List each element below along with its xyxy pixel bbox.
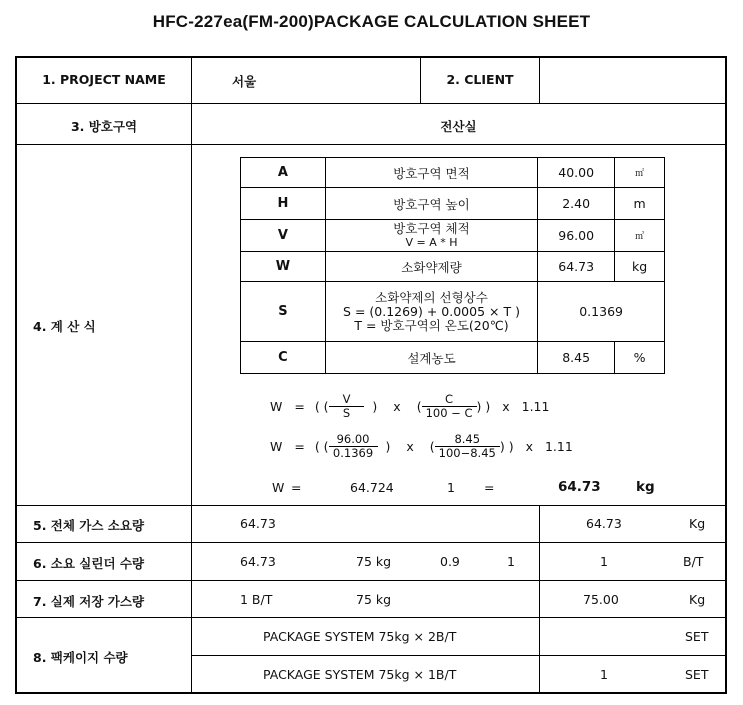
param-unit: kg	[615, 252, 665, 282]
formula-w: W	[270, 439, 283, 454]
param-description-formula: S = (0.1269) + 0.0005 × T )	[343, 303, 520, 319]
param-row-h	[241, 188, 665, 220]
formula-result-equals: =	[484, 480, 495, 495]
param-description-note: T = 방호구역의 온도(20℃)	[354, 317, 509, 333]
total-gas-value: 64.73	[240, 516, 276, 531]
package-unit-2: SET	[685, 667, 709, 682]
fraction-numerator: 96.00	[329, 433, 378, 447]
param-description: 소화약제량	[325, 252, 537, 282]
formula-factor: 1.11	[521, 399, 550, 414]
param-value: 0.1369	[538, 282, 665, 342]
package-label: 8. 팩케이지 수량	[33, 650, 128, 665]
storage-capacity: 75 kg	[356, 592, 392, 607]
param-description: 소화약제의 선형상수	[375, 289, 488, 305]
formula-result-multiplier: 1	[447, 480, 455, 495]
param-value: 2.40	[538, 188, 615, 220]
fraction-volume-over-s	[329, 433, 378, 460]
row-line	[15, 144, 727, 145]
param-row-c	[241, 342, 665, 374]
formula-result-unit: kg	[636, 479, 655, 495]
param-value: 40.00	[538, 158, 615, 188]
param-row-w	[241, 252, 665, 282]
cylinder-capacity: 75 kg	[356, 554, 392, 569]
frame-bottom	[15, 692, 727, 694]
param-row-v	[241, 220, 665, 252]
label-divider	[191, 56, 192, 694]
formula-result-raw: 64.724	[350, 480, 394, 495]
param-symbol: A	[241, 158, 326, 188]
formula-close-paren: )	[372, 399, 378, 414]
formula-equals: =	[294, 399, 305, 414]
storage-cylinders: 1 B/T	[240, 592, 273, 607]
formula-times: x	[525, 439, 533, 454]
formula-result-w: W	[272, 480, 285, 495]
package-line-2: PACKAGE SYSTEM 75kg × 1B/T	[263, 667, 457, 682]
param-value: 64.73	[538, 252, 615, 282]
formula-factor: 1.11	[544, 439, 573, 454]
row-line	[15, 580, 727, 581]
cylinder-count: 1	[600, 554, 608, 569]
calc-label: 4. 계 산 식	[33, 319, 96, 334]
zone-label: 3. 방호구역	[70, 119, 138, 134]
sheet-title: HFC-227ea(FM-200)PACKAGE CALCULATION SHEET	[152, 12, 591, 31]
project-name-label: 1. PROJECT NAME	[42, 72, 166, 87]
project-name-value: 서울	[232, 74, 257, 89]
formula-open-paren: (	[416, 399, 422, 414]
param-row-s	[241, 282, 665, 342]
formula-close-paren: )	[385, 439, 391, 454]
frame-top	[15, 56, 727, 58]
formula-equals: =	[294, 439, 305, 454]
fraction-c-over-100-minus-c	[422, 393, 477, 420]
formula-open-paren: (	[429, 439, 435, 454]
param-unit: m	[615, 188, 665, 220]
frame-right	[725, 56, 727, 694]
row-line	[191, 655, 727, 656]
formula-close-paren: ) )	[499, 439, 514, 454]
row-line	[15, 103, 727, 104]
cylinder-label: 6. 소요 실린더 수량	[33, 556, 145, 571]
formula-result-value: 64.73	[558, 479, 601, 495]
fraction-numerator: V	[329, 393, 365, 407]
param-description: 방호구역 체적	[393, 220, 470, 236]
param-value: 96.00	[538, 220, 615, 252]
param-unit: ㎥	[615, 220, 665, 252]
row-line	[15, 505, 727, 506]
param-symbol-cell	[241, 220, 326, 252]
formula-times: x	[393, 399, 401, 414]
package-unit-1: SET	[685, 629, 709, 644]
param-symbol: S	[241, 282, 326, 342]
formula-result-equals: =	[291, 480, 302, 495]
total-gas-label: 5. 전체 가스 소요량	[33, 518, 145, 533]
fraction-denominator: 100−8.45	[438, 446, 496, 460]
param-description-formula: V = A * H	[405, 235, 458, 249]
formula-w: W	[270, 399, 283, 414]
row-line	[15, 542, 727, 543]
storage-label: 7. 실제 저장 가스량	[33, 594, 145, 609]
param-symbol: H	[241, 188, 326, 220]
fraction-concentration	[435, 433, 500, 460]
param-description-cell	[325, 282, 537, 342]
formula-close-paren: ) )	[476, 399, 491, 414]
parameter-table	[240, 157, 665, 374]
param-symbol: W	[241, 252, 326, 282]
col-line	[539, 505, 540, 694]
formula-open-paren: ( (	[314, 399, 329, 414]
formula-substituted	[270, 433, 573, 460]
cylinder-gas-amount: 64.73	[240, 554, 276, 569]
cylinder-count-calc: 1	[507, 554, 515, 569]
fraction-denominator: 0.1369	[332, 446, 374, 460]
fraction-numerator: 8.45	[435, 433, 500, 447]
total-gas-unit: Kg	[689, 516, 706, 531]
param-unit: ㎡	[615, 158, 665, 188]
param-symbol: V	[277, 228, 288, 243]
zone-value: 전산실	[440, 119, 477, 134]
param-description: 설계농도	[325, 342, 537, 374]
fraction-numerator: C	[422, 393, 477, 407]
row-line	[15, 617, 727, 618]
formula-general	[270, 393, 549, 420]
param-description: 방호구역 면적	[325, 158, 537, 188]
param-value: 8.45	[538, 342, 615, 374]
storage-unit: Kg	[689, 592, 706, 607]
fraction-denominator: 100 − C	[425, 406, 473, 420]
package-line-1: PACKAGE SYSTEM 75kg × 2B/T	[263, 629, 457, 644]
col-line	[539, 56, 540, 104]
formula-open-paren: ( (	[314, 439, 329, 454]
client-label: 2. CLIENT	[446, 72, 514, 87]
package-qty-2: 1	[600, 667, 608, 682]
param-symbol: C	[241, 342, 326, 374]
param-row-a	[241, 158, 665, 188]
fraction-denominator: S	[342, 406, 351, 420]
formula-times: x	[406, 439, 414, 454]
param-description-cell	[325, 220, 537, 252]
formula-times: x	[502, 399, 510, 414]
storage-total: 75.00	[583, 592, 619, 607]
cylinder-fill-ratio: 0.9	[440, 554, 460, 569]
fraction-v-over-s	[329, 393, 365, 420]
frame-left	[15, 56, 17, 694]
param-unit: %	[615, 342, 665, 374]
cylinder-unit: B/T	[683, 554, 704, 569]
total-gas-result: 64.73	[586, 516, 622, 531]
param-description: 방호구역 높이	[325, 188, 537, 220]
